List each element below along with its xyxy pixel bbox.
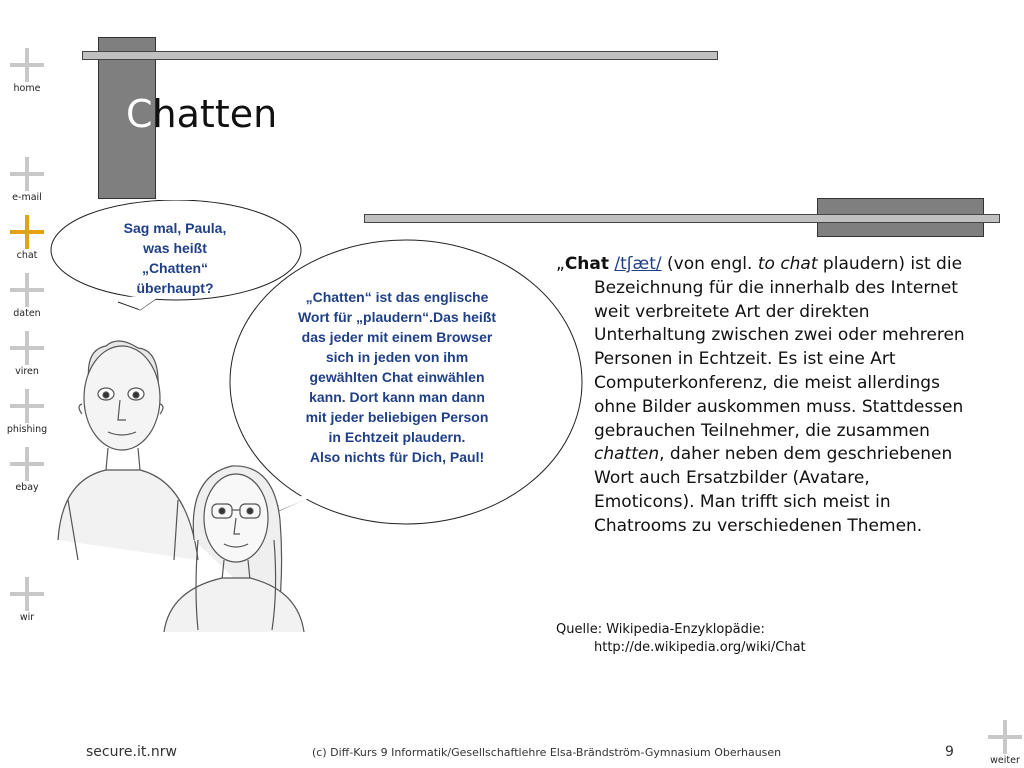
- answer-line: in Echtzeit plaudern.: [328, 429, 466, 445]
- top-horizontal-bar: [82, 51, 718, 60]
- plus-icon: [10, 48, 44, 82]
- definition-body-2: , daher neben dem geschriebenen Wort auch Ersatzbilder (Avatare, Emoticons). Man trifft sich meist in Chatrooms zu verschiedenen Themen.: [594, 444, 953, 536]
- source-label: Quelle: Wikipedia-Enzyklopädie:: [556, 622, 765, 637]
- nav-viren[interactable]: [4, 331, 50, 377]
- nav-email-label: e-mail: [12, 192, 42, 203]
- question-line: was heißt: [143, 240, 207, 256]
- answer-line: kann. Dort kann man dann: [309, 389, 485, 405]
- definition-term: Chat: [564, 254, 609, 274]
- man-figure: [58, 341, 198, 560]
- nav-home[interactable]: [4, 48, 50, 94]
- origin-suffix: plaudern): [817, 254, 905, 274]
- nav-chat-label: chat: [16, 250, 38, 261]
- phonetic-link[interactable]: /tʃæt/: [614, 254, 662, 274]
- footer-brand: secure.it.nrw: [86, 744, 177, 760]
- nav-chat[interactable]: [4, 215, 50, 261]
- answer-line: das jeder mit einem Browser: [301, 329, 493, 345]
- nav-ebay[interactable]: [4, 447, 50, 493]
- open-quote: „: [556, 254, 565, 274]
- answer-line: Wort für „plaudern“.Das heißt: [297, 309, 497, 325]
- answer-line: sich in jeden von ihm: [325, 349, 469, 365]
- nav-wir-label: wir: [19, 612, 35, 623]
- origin-phrase: to chat: [757, 254, 818, 274]
- page-number: 9: [945, 744, 954, 760]
- footer-credit: (c) Diff-Kurs 9 Informatik/Gesellschaftlehre Elsa-Brändström-Gymnasium Oberhausen: [312, 746, 782, 759]
- page-title-initial: C: [126, 92, 153, 136]
- answer-line: „Chatten“ ist das englische: [305, 289, 489, 305]
- page-title: [126, 92, 277, 136]
- page-title-rest: hatten: [152, 92, 278, 136]
- nav-daten-label: daten: [13, 308, 41, 319]
- question-line: Sag mal, Paula,: [123, 220, 227, 236]
- plus-icon: [10, 157, 44, 191]
- definition-text: [556, 253, 974, 539]
- nav-viren-label: viren: [15, 366, 39, 377]
- plus-icon: [988, 720, 1022, 754]
- nav-daten[interactable]: [4, 273, 50, 319]
- plus-icon: [10, 273, 44, 307]
- next-slide-label: weiter: [990, 755, 1020, 766]
- answer-bubble-text: [262, 287, 532, 467]
- question-bubble-text: [90, 218, 260, 298]
- plus-icon: [10, 577, 44, 611]
- plus-icon: [10, 447, 44, 481]
- definition-paragraph: [556, 253, 974, 539]
- answer-line: Also nichts für Dich, Paul!: [309, 449, 485, 465]
- nav-home-label: home: [13, 83, 41, 94]
- nav-wir[interactable]: [4, 577, 50, 623]
- origin-prefix: (von engl.: [667, 254, 758, 274]
- nav-ebay-label: ebay: [15, 482, 39, 493]
- answer-line: mit jeder beliebigen Person: [305, 409, 489, 425]
- definition-body-1: ist die Bezeichnung für die innerhalb des Internet weit verbreitete Art der direkten Unterhaltung zwischen zwei oder mehreren Personen in Echtzeit. Es ist eine Art Computerkonferenz, die meist allerdings ohne Bilder auskommen muss. Stattdessen gebrauchen Teilnehmer, die zusammen: [594, 254, 965, 441]
- plus-icon: [10, 331, 44, 365]
- plus-icon: [10, 215, 44, 249]
- question-line: „Chatten“: [141, 260, 209, 276]
- question-line: überhaupt?: [136, 280, 214, 296]
- plus-icon: [10, 389, 44, 423]
- definition-body-italic: chatten: [594, 444, 660, 465]
- nav-phishing-label: phishing: [6, 424, 48, 435]
- source-url: http://de.wikipedia.org/wiki/Chat: [594, 640, 806, 655]
- nav-email[interactable]: [4, 157, 50, 203]
- next-slide-button[interactable]: [982, 720, 1024, 766]
- answer-line: gewählten Chat einwählen: [309, 369, 485, 385]
- source-citation: [556, 621, 976, 657]
- nav-phishing[interactable]: [4, 389, 50, 435]
